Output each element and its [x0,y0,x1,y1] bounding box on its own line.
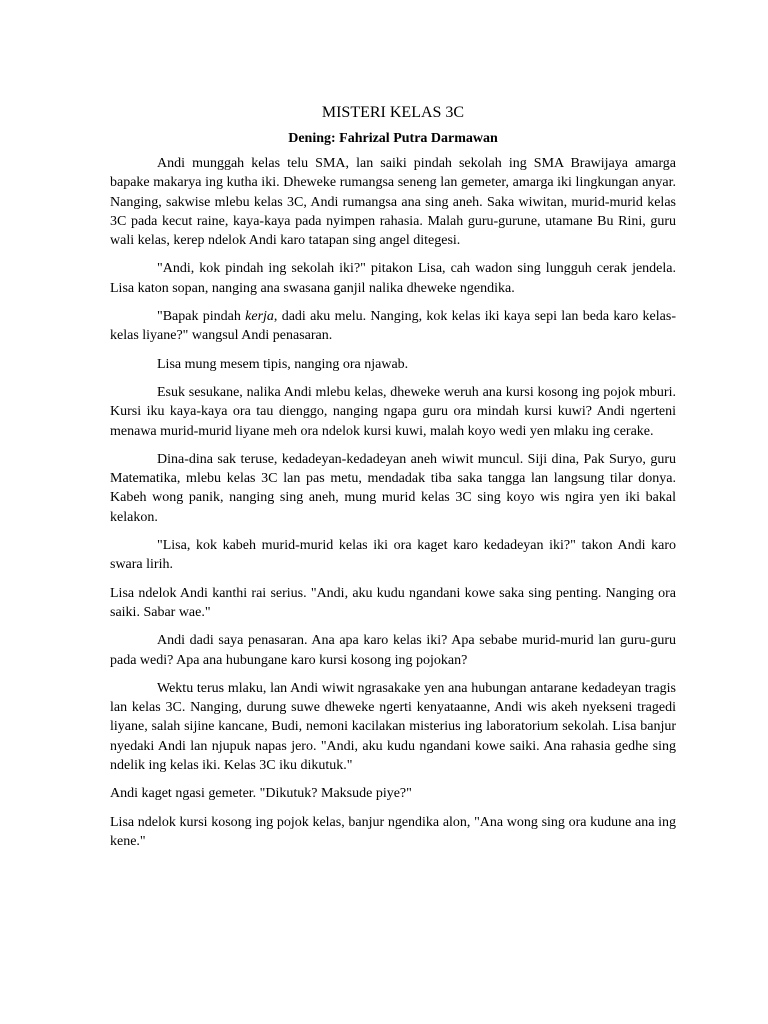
paragraph-6: Dina-dina sak teruse, kedadeyan-kedadeyan aneh wiwit muncul. Siji dina, Pak Suryo, guru Matematika, mlebu kelas 3C lan pas metu, mendadak tiba saka tangga lan langsung tilar donya. Kabeh wong panik, nanging sing aneh, mung murid kelas 3C sing koyo wis ngira yen iki bakal kelakon. [110,451,676,525]
paragraph-11: Andi kaget ngasi gemeter. "Dikutuk? Maksude piye?" [110,786,412,802]
paragraph-7: "Lisa, kok kabeh murid-murid kelas iki ora kaget karo kedadeyan iki?" takon Andi karo swara lirih. [110,538,676,573]
paragraph-2: "Andi, kok pindah ing sekolah iki?" pitakon Lisa, cah wadon sing lungguh cerak jendela. Lisa katon sopan, nanging ana swasana ganjil nalika dheweke ngendika. [110,261,676,296]
paragraph-3-start: "Bapak pindah [157,309,246,325]
paragraph-9: Andi dadi saya penasaran. Ana apa karo kelas iki? Apa sebabe murid-murid lan guru-guru pada wedi? Apa ana hubungane karo kursi kosong ing pojokan? [110,633,676,668]
story-title: MISTERI KELAS 3C [321,104,465,121]
paragraph-3-end: , dadi aku melu. Nanging, kok kelas iki kaya sepi lan beda karo kelas-kelas liyane?" wangsul Andi penasaran. [110,309,676,344]
story-author: Dening: Fahrizal Putra Darmawan [288,131,498,146]
paragraph-8: Lisa ndelok Andi kanthi rai serius. "Andi, aku kudu ngandani kowe saka sing penting. Nanging ora saiki. Sabar wae." [110,585,676,620]
paragraph-12: Lisa ndelok kursi kosong ing pojok kelas, banjur ngendika alon, "Ana wong sing ora kudune ana ing kene." [110,814,676,849]
paragraph-3-emphasis: kerja [245,309,274,325]
paragraph-4: Lisa mung mesem tipis, nanging ora njawab. [157,356,409,372]
paragraph-5: Esuk sesukane, nalika Andi mlebu kelas, dheweke weruh ana kursi kosong ing pojok mburi. Kursi iku kaya-kaya ora tau dienggo, nanging ngapa guru ora mindah kursi kuwi? Andi ngerteni menawa murid-murid liyane meh ora ndelok kursi kuwi, malah koyo wedi yen mlaku ing cerake. [110,384,676,439]
paragraph-10: Wektu terus mlaku, lan Andi wiwit ngrasakake yen ana hubungan antarane kedadeyan tragis lan kelas 3C. Nanging, durung suwe dheweke ngerti kenyataanne, Andi wis akeh nyekseni tragedi liyane, salah sijine kancane, Budi, nemoni kacilakan misterius ing laboratorium sekolah. Lisa banjur nyedaki Andi lan njupuk napas jero. "Andi, aku kudu ngandani kowe saiki. Ana rahasia gedhe sing ndelik ing kelas iki. Kelas 3C iku dikutuk." [110,680,676,774]
paragraph-1: Andi munggah kelas telu SMA, lan saiki pindah sekolah ing SMA Brawijaya amarga bapake makarya ing kutha iki. Dheweke rumangsa seneng lan gemeter, amarga iki lingkungan anyar. Nanging, sakwise mlebu kelas 3C, Andi rumangsa ana sing aneh. Saka wiwitan, murid-murid kelas 3C pada kecut raine, kaya-kaya pada nyimpen rahasia. Malah guru-gurune, utamane Bu Rini, guru wali kelas, kerep ndelok Andi karo tatapan sing angel ditegesi. [110,156,676,249]
paragraph-3 [110,307,676,346]
document-page [110,103,676,860]
